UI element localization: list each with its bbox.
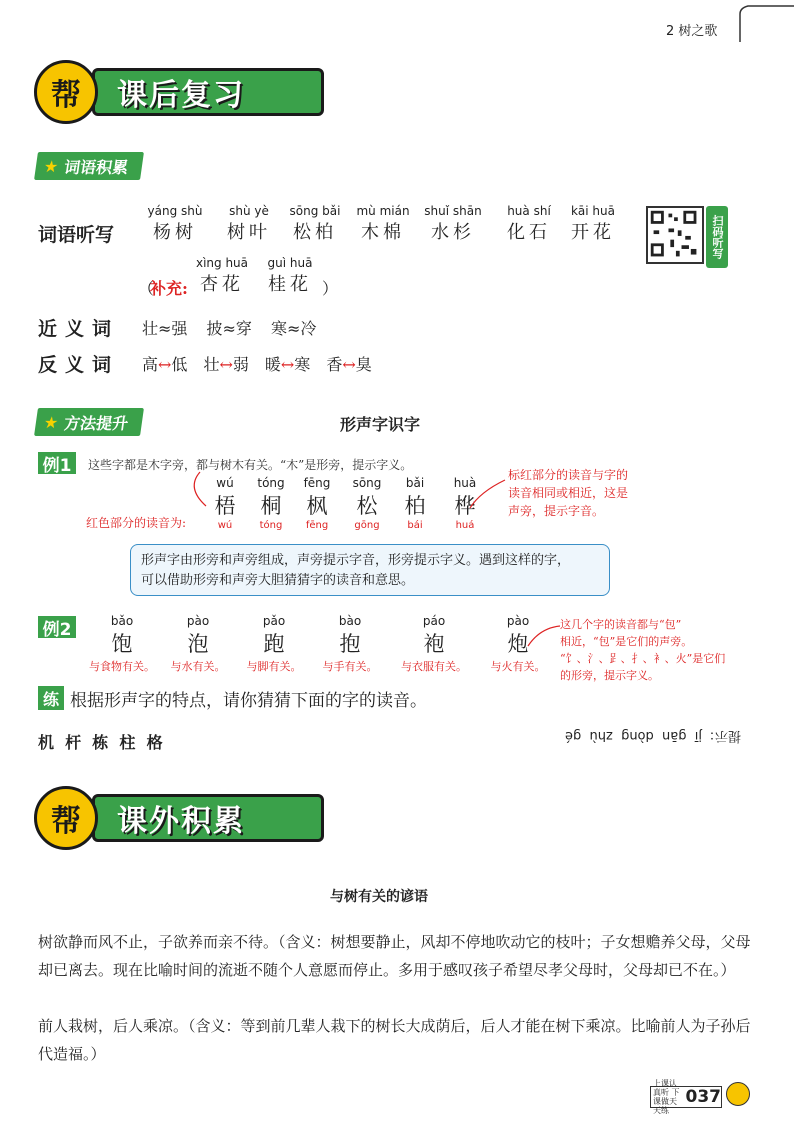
method-section-tag: ★ 方法提升 [34, 408, 144, 436]
proverb-2: 前人栽树，后人乘凉。（含义：等到前几辈人栽下的树长大成荫后，后人才能在树下乘凉。比喻前人为子孙后代造福。） [38, 1017, 751, 1063]
dictation-label: 词语听写 [38, 224, 115, 246]
ex2-character: pào 炮 与火有关。 [490, 614, 546, 673]
page-number: 037 [685, 1087, 721, 1107]
ex2-character: páo 袍 与衣服有关。 [401, 614, 467, 673]
practice-characters: 机 杆 栋 柱 格 [38, 733, 163, 752]
vocab-section-tag: ★ 词语积累 [34, 152, 144, 180]
synonym-pair: 壮≈强 [142, 319, 188, 338]
practice-icon: 练 [38, 686, 64, 710]
ex2-character: bǎo 饱 与食物有关。 [89, 614, 155, 673]
supplement-label: 补充: [150, 279, 188, 298]
ex1-note-top: 这些字都是木字旁，都与树木有关。“木”是形旁，提示字义。 [88, 458, 413, 472]
ex2-note-right: 这几个字的读音都与“包” 相近，“包”是它们的声旁。 “饣、氵、𧾷、扌、衤、火”是它们 的形旁，提示字义。 [560, 618, 726, 682]
synonym-label: 近义词 [38, 318, 120, 340]
ex2-character: pào 泡 与水有关。 [170, 614, 226, 673]
ex2-character: bào 抱 与手有关。 [322, 614, 378, 673]
qr-label: 扫码听写 [706, 206, 728, 268]
badge-icon: 帮 [34, 786, 98, 850]
example-1-label: 例1 [38, 452, 76, 474]
star-icon: ★ [42, 412, 60, 432]
ex1-note-left: 红色部分的读音为: [86, 516, 187, 530]
ex1-character: wú 梧 wú [214, 476, 236, 531]
example-2-label: 例2 [38, 616, 76, 638]
ex1-character: sōng 松 gōng [352, 476, 382, 531]
ex2-character: pǎo 跑 与脚有关。 [246, 614, 302, 673]
synonym-pair: 寒≈冷 [271, 319, 317, 338]
extra-title: 与树有关的谚语 [330, 889, 428, 905]
banner-title: 课外积累 [92, 794, 324, 842]
badge-icon: 帮 [34, 60, 98, 124]
ex1-character: fēng 枫 fēng [303, 476, 331, 531]
proverb-1: 树欲静而风不止，子欲养而亲不待。（含义：树想要静止，风却不停地吹动它的枝叶；子女想赡养父母，父母却已离去。现在比喻时间的流逝不随个人意愿而停止。多用于感叹孩子希望尽孝父母时，父母却已不在。） [38, 933, 751, 979]
chapter-header: 2 树之歌 [666, 24, 718, 39]
dictation-word: kāi huā 开花 [570, 204, 615, 243]
ex1-character: tóng 桐 tóng [257, 476, 285, 531]
supplement-word: guì huā 桂花 [267, 256, 313, 295]
antonym-pair: 香↔臭 [326, 355, 372, 374]
banner-title: 课后复习 [92, 68, 324, 116]
antonym-pair: 高↔低 [142, 355, 188, 374]
antonym-pair: 壮↔弱 [203, 355, 249, 374]
practice-hint-upside-down: 提示：jī gān dòng zhù gé [565, 728, 741, 743]
ex1-note-right: 标红部分的读音与字的 读音相同或相近，这是 声旁，提示字音。 [508, 468, 629, 518]
phono-semantic-callout: 形声字由形旁和声旁组成，声旁提示字音，形旁提示字义。遇到这样的字， 可以借助形旁和声旁大胆猜猜字的读音和意思。 [130, 544, 610, 596]
supplement-word: xìng huā 杏花 [195, 256, 249, 295]
synonym-pair: 披≈穿 [206, 319, 252, 338]
dictation-word: sōng bǎi 松柏 [289, 204, 341, 243]
ex1-character: huà 桦 huá [453, 476, 477, 531]
antonym-label: 反义词 [38, 354, 120, 376]
antonym-pair: 暖↔寒 [264, 355, 311, 374]
star-icon: ★ [42, 156, 60, 176]
supplement: （ 补充: xìng huā 杏花 guì huā 桂花 ） [138, 256, 339, 298]
dictation-word: mù mián 木棉 [356, 204, 410, 243]
dictation-word: shuǐ shān 水杉 [424, 204, 482, 243]
practice-instruction: 根据形声字的特点，请你猜猜下面的字的读音。 [70, 691, 427, 711]
dictation-word: shù yè 树叶 [227, 204, 271, 243]
dictation-word: huà shí 化石 [507, 204, 551, 243]
method-title: 形声字识字 [340, 415, 421, 434]
ex1-character: bǎi 柏 bái [404, 476, 426, 531]
page-footer: 上课认真听 下课做天天练 037 [650, 1086, 722, 1108]
dictation-word: yáng shù 杨树 [147, 204, 203, 243]
